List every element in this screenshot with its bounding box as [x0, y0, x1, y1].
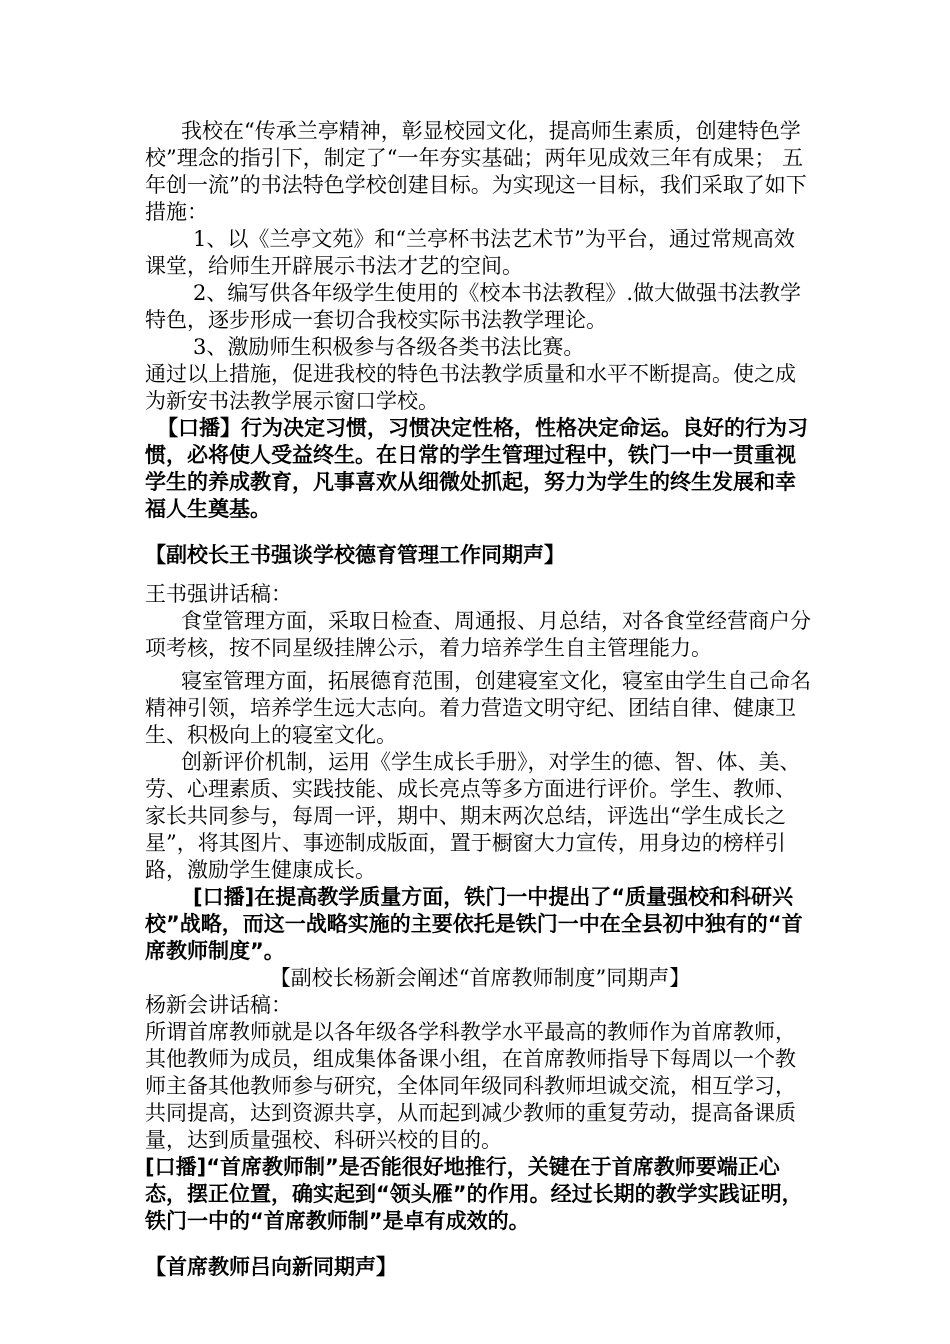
paragraph-voiceover-3: [口播]“首席教师制”是否能很好地推行，关键在于首席教师要端正心态，摆正位置，确实起到“领头雁”的作用。经过长期的教学实践证明，铁门一中的“首席教师制”是卓有成效的。 [145, 1155, 803, 1233]
section-heading-lv: 【首席教师吕向新同期声】 [145, 1255, 397, 1279]
paragraph-measure-3: 3、激励师生积极参与各级各类书法比赛。 [193, 335, 585, 359]
paragraph-measure-2: 2、编写供各年级学生使用的《校本书法教程》.做大做强书法教学特色，逐步形成一套切合我校实际书法教学理论。 [145, 281, 802, 332]
section-heading-wang: 【副校长王书强谈学校德育管理工作同期声】 [145, 543, 565, 567]
speech-title-wang: 王书强讲话稿： [145, 582, 292, 606]
paragraph-canteen: 食堂管理方面，采取日检查、周通报、月总结，对各食堂经营商户分项考核，按不同星级挂牌公示，着力培养学生自主管理能力。 [145, 609, 811, 660]
paragraph-chief-teacher: 所谓首席教师就是以各年级各学科教学水平最高的教师作为首席教师，其他教师为成员，组成集体备课小组，在首席教师指导下每周以一个教师主备其他教师参与研究，全体同年级同科教师坦诚交流，相互学习，共同提高，达到资源共享，从而起到减少教师的重复劳动，提高备课质量，达到质量强校、科研兴校的目的。 [145, 1020, 796, 1152]
speech-title-yang: 杨新会讲话稿： [145, 993, 292, 1017]
paragraph-summary: 通过以上措施，促进我校的特色书法教学质量和水平不断提高。使之成为新安书法教学展示窗口学校。 [145, 362, 796, 413]
paragraph-dormitory: 寝室管理方面，拓展德育范围，创建寝室文化，寝室由学生自己命名精神引领，培养学生远大志向。着力营造文明守纪、团结自律、健康卫生、积极向上的寝室文化。 [145, 669, 811, 747]
paragraph-measure-1: 1、以《兰亭文苑》和“兰亭杯书法艺术节”为平台，通过常规高效课堂，给师生开辟展示书法才艺的空间。 [145, 227, 795, 278]
paragraph-evaluation: 创新评价机制，运用《学生成长手册》，对学生的德、智、体、美、劳、心理素质、实践技能、成长亮点等多方面进行评价。学生、教师、家长共同参与，每周一评，期中、期末两次总结，评选出“学生成长之星”，将其图片、事迹制成版面，置于橱窗大力宣传，用身边的榜样引路，激励学生健康成长。 [145, 750, 801, 882]
document-page [145, 118, 815, 1281]
paragraph-voiceover-1: 【口播】行为决定习惯，习惯决定性格，性格决定命运。良好的行为习惯，必将使人受益终生。在日常的学生管理过程中，铁门一中一贯重视学生的养成教育，凡事喜欢从细微处抓起，努力为学生的终生发展和幸福人生奠基。 [145, 416, 808, 521]
section-heading-yang: 【副校长杨新会阐述“首席教师制度”同期声】 [269, 966, 691, 990]
paragraph-intro: 我校在“传承兰亭精神，彰显校园文化，提高师生素质，创建特色学校”理念的指引下，制定了“一年夯实基础；两年见成效三年有成果； 五年创一流”的书法特色学校创建目标。为实现这一目标，我们采取了如下措施： [145, 119, 807, 224]
paragraph-voiceover-2: [口播]在提高教学质量方面，铁门一中提出了“质量强校和科研兴校”战略，而这一战略实施的主要依托是铁门一中在全县初中独有的“首席教师制度”。 [145, 885, 803, 963]
